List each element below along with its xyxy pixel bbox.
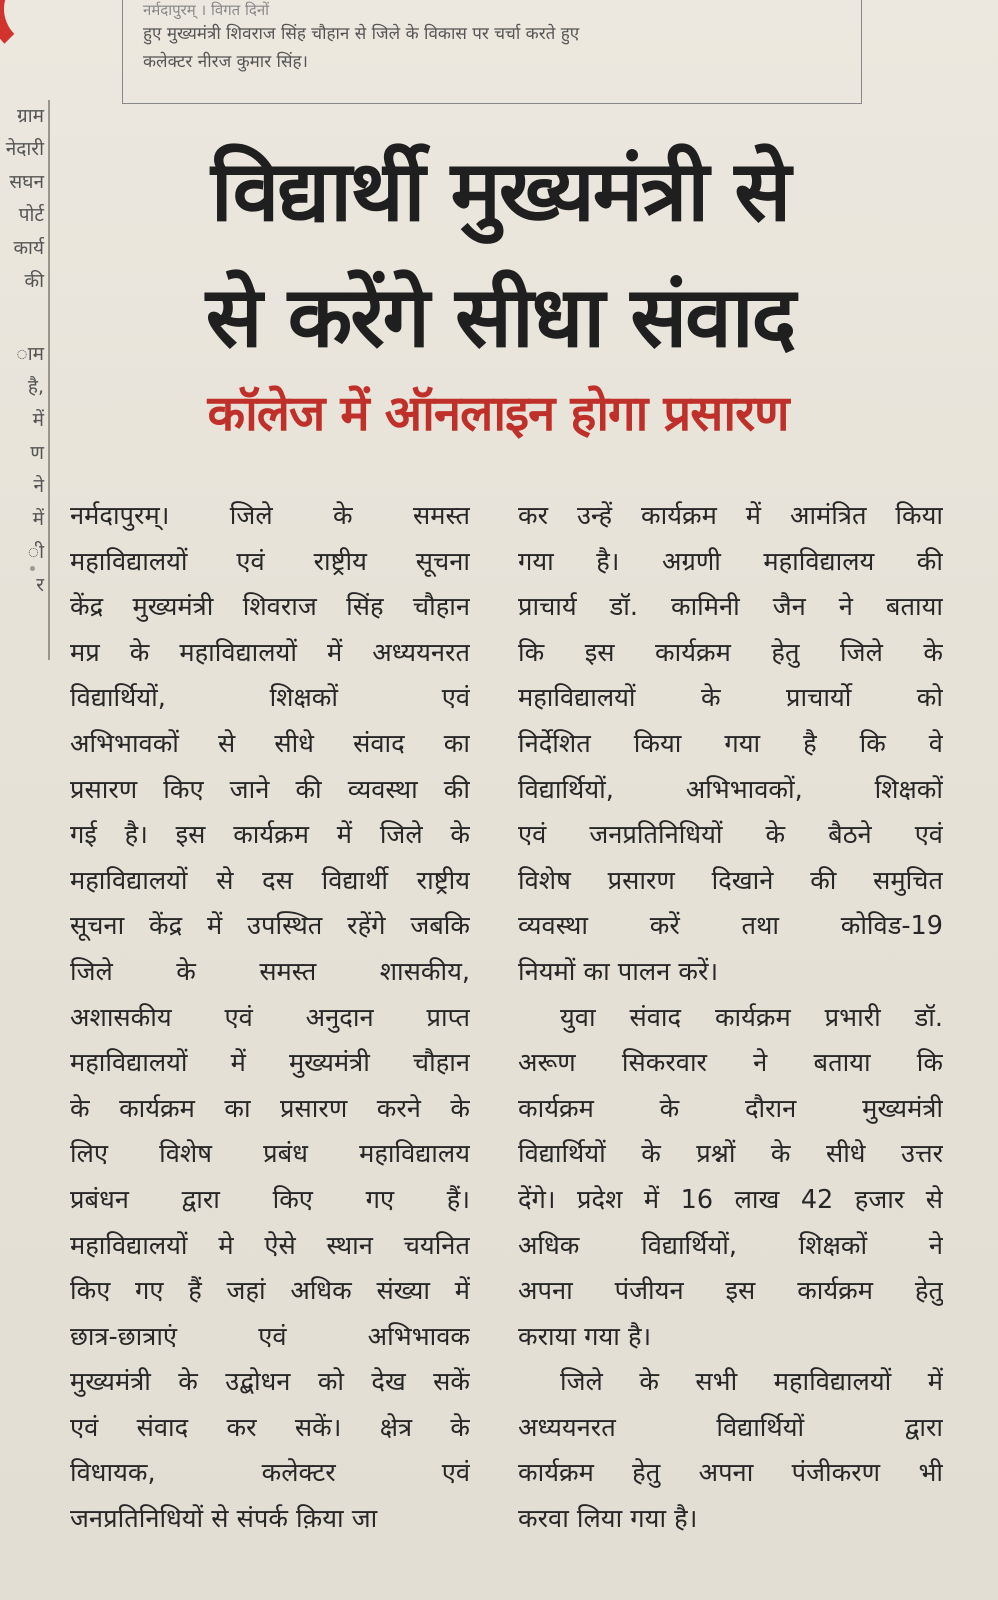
article-line: कर उन्हें कार्यक्रम में आमंत्रित किया [518,501,943,531]
article-line: सूचना केंद्र में उपस्थित रहेंगे जबकि [70,911,470,942]
masthead-logo-fragment [0,0,88,58]
clipped-word: है, [27,376,44,398]
article-line: युवा संवाद कार्यक्रम प्रभारी डॉ. [560,1002,943,1033]
article-line: अशासकीय एवं अनुदान प्राप्त [70,1002,470,1033]
article-line: जिले के सभी महाविद्यालयों में [560,1367,943,1398]
print-dot [30,566,35,571]
article-column-right [518,494,943,1543]
article-line: जिले के समस्त शासकीय, [70,956,470,987]
article-line: एवं संवाद कर सकें। क्षेत्र के [70,1412,470,1443]
article-line: व्यवस्था करें तथा कोविड-19 [518,911,943,942]
clipped-word: ाम [16,343,44,365]
clipped-word: ने [33,475,44,497]
clipped-word: सघन [9,171,44,193]
subheadline: कॉलेज में ऑनलाइन होगा प्रसारण [207,385,789,442]
article-line: महाविद्यालयों के प्राचार्यो को [518,683,943,714]
caption-line-2: हुए मुख्यमंत्री शिवराज सिंह चौहान से जिले के विकास पर चर्चा करते हुए [143,24,580,44]
article-line: महाविद्यालयों में मुख्यमंत्री चौहान [70,1048,470,1079]
article-line: अरूण सिकरवार ने बताया कि [518,1048,943,1079]
article-line: प्रसारण किए जाने की व्यवस्था की [70,774,470,805]
article-line: लिए विशेष प्रबंध महाविद्यालय [70,1139,470,1170]
article-line: नर्मदापुरम्। जिले के समस्त [70,501,470,531]
clipped-word: ग्राम [17,105,44,127]
article-line: प्रबंधन द्वारा किए गए हैं। [70,1184,470,1215]
photo-caption-box [122,0,862,104]
article-line: करवा लिया गया है। [518,1504,698,1535]
headline-line-1: विद्यार्थी मुख्यमंत्री से [210,142,790,240]
article-line: कार्यक्रम के दौरान मुख्यमंत्री [518,1093,943,1124]
article-line: विद्यार्थियों, शिक्षकों एवं [70,683,470,714]
article-line: महाविद्यालयों मे ऐसे स्थान चयनित [70,1230,470,1261]
article-line: मुख्यमंत्री के उद्बोधन को देख सकें [70,1367,470,1398]
article-line: के कार्यक्रम का प्रसारण करने के [70,1093,470,1124]
article-line: छात्र-छात्राएं एवं अभिभावक [70,1321,470,1352]
article-line: गया है। अग्रणी महाविद्यालय की [518,546,943,577]
article-line: किए गए हैं जहां अधिक संख्या में [70,1276,470,1307]
clipped-word: ी [27,541,44,563]
clipped-word: र [36,574,44,596]
article-line: जनप्रतिनिधियों से संपर्क क़िया जा [70,1504,378,1535]
article-line: विद्यार्थियों, अभिभावकों, शिक्षकों [518,774,943,805]
article-column-left [70,494,470,1543]
article-line: प्राचार्य डॉ. कामिनी जैन ने बताया [518,592,943,623]
article-line: मप्र के महाविद्यालयों में अध्ययनरत [70,637,470,668]
caption-line-1: नर्मदापुरम् । विगत दिनों [143,1,270,19]
article-line: गई है। इस कार्यक्रम में जिले के [70,820,470,851]
article-line: महाविद्यालयों एवं राष्ट्रीय सूचना [70,546,470,577]
clipped-word: पोर्ट [18,204,44,226]
article-line: कार्यक्रम हेतु अपना पंजीकरण भी [518,1458,943,1489]
article-line: महाविद्यालयों से दस विद्यार्थी राष्ट्रीय [70,865,470,896]
clipped-word: की [24,270,44,292]
clipped-word: नेदारी [5,138,44,160]
article-line: कि इस कार्यक्रम हेतु जिले के [518,637,943,668]
adjacent-column-clipped [0,100,50,660]
article-line: अध्ययनरत विद्यार्थियों द्वारा [518,1412,943,1443]
clipped-word: कार्य [13,237,44,259]
article-line: केंद्र मुख्यमंत्री शिवराज सिंह चौहान [70,592,470,623]
article-line: कराया गया है। [518,1321,652,1352]
clipped-word: ण [30,442,44,464]
headline [130,128,870,380]
clipped-word: में [32,508,44,530]
article-line: देंगे। प्रदेश में 16 लाख 42 हजार से [518,1184,943,1215]
article-line: एवं जनप्रतिनिधियों के बैठने एवं [518,820,943,851]
article-line: निर्देशित किया गया है कि वे [518,728,943,759]
article-line: अधिक विद्यार्थियों, शिक्षकों ने [518,1230,943,1261]
article-line: अपना पंजीयन इस कार्यक्रम हेतु [518,1276,943,1307]
clipped-word: में [32,409,44,431]
article-line: विशेष प्रसारण दिखाने की समुचित [518,865,943,896]
headline-line-2: से करेंगे सीधा संवाद [205,268,795,366]
article-line: विद्यार्थियों के प्रश्नों के सीधे उत्तर [518,1139,943,1170]
article-line: विधायक, कलेक्टर एवं [70,1458,470,1489]
article-line: अभिभावकों से सीधे संवाद का [70,728,470,759]
article-line: नियमों का पालन करें। [518,956,719,987]
caption-line-3: कलेक्टर नीरज कुमार सिंह। [143,52,308,72]
